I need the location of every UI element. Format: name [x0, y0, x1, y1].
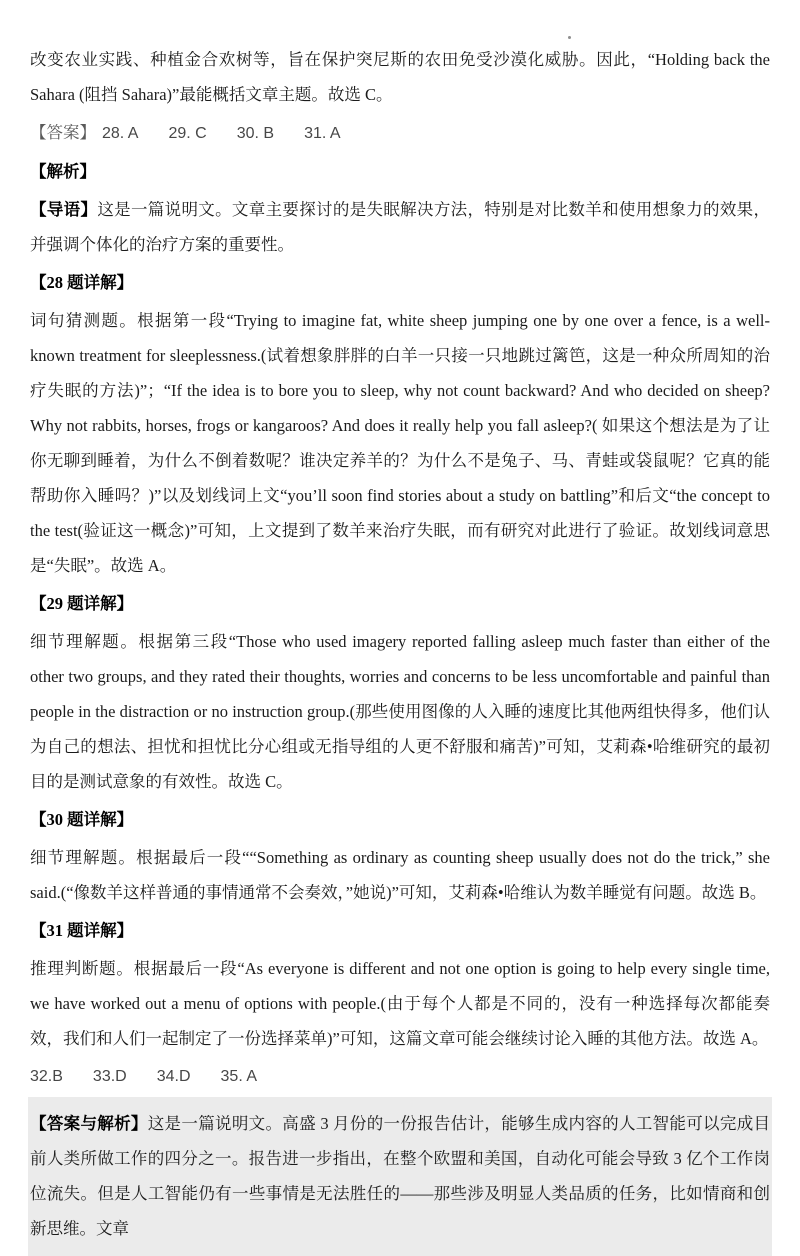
section-heading-analysis: 【解析】 [30, 162, 96, 181]
stray-mark-dot [568, 36, 571, 39]
paragraph-q31-explanation: 推理判断题。根据最后一段“As everyone is different and not one option is going to help every single time, we have worked out a menu of options with people.(由于每个人都是不同的，没有一种选择每次都能奏效，我们和人们一起制定了一份选择菜单)”可知，这篇文章可能会继续讨论入睡的其他方法。故选 A。 [30, 959, 770, 1048]
paragraph-sahara-conclusion: 改变农业实践、种植金合欢树等，旨在保护突尼斯的农田免受沙漠化威胁。因此，“Holding back the Sahara (阻挡 Sahara)”最能概括文章主题。故选 C。 [30, 50, 770, 104]
paragraph-highlight [30, 1106, 770, 1246]
answer-key-line-32-35 [30, 1059, 770, 1094]
answer-item-35: 35. A [220, 1068, 257, 1085]
overview-text: 这是一篇说明文。文章主要探讨的是失眠解决方法，特别是对比数羊和使用想象力的效果，并强调个体化的治疗方案的重要性。 [30, 200, 771, 254]
answer-item-32: 32.B [30, 1068, 63, 1085]
paragraph-q30-explanation: 细节理解题。根据最后一段““Something as ordinary as counting sheep usually does not do the trick,” she said.(“像数羊这样普通的事情通常不会奏效，”她说)”可知，艾莉森•哈维认为数羊睡觉有问题。故选 B。 [30, 848, 770, 902]
paragraph-q28-explanation: 词句猜测题。根据第一段“Trying to imagine fat, white sheep jumping one by one over a fence, is a well- known treatment for sleeplessness.(试着想象胖胖的白羊一只接一只地跳过篱笆，这是一种众所周知的治疗失眠的方法)”；“If the idea is to bore you to sleep, why not count backward? And who decided on sheep? Why not rabbits, horses, frogs or kangaroos? And does it really help you fall asleep?( 如果这个想法是为了让你无聊到睡着，为什么不倒着数呢？谁决定养羊的？为什么不是兔子、马、青蛙或袋鼠呢？它真的能帮助你入睡吗？)”以及划线词上文“you’ll soon find stories about a study on battling”和后文“the concept to the test(验证这一概念)”可知，上文提到了数羊来治疗失眠，而有研究对此进行了验证。故划线词意思是“失眠”。故选 A。 [30, 311, 770, 575]
paragraph-q29-explanation: 细节理解题。根据第三段“Those who used imagery reported falling asleep much faster than either of the other two groups, and they rated their thoughts, worries and concerns to be less uncomfortable and painful than people in the distraction or no instruction group.(那些使用图像的人入睡的速度比其他两组快得多，他们认为自己的想法、担忧和担忧比分心组或无指导组的人更不舒服和痛苦)”可知，艾莉森•哈维研究的最初目的是测试意象的有效性。故选 C。 [30, 632, 770, 791]
highlighted-answer-analysis-block [28, 1097, 772, 1256]
answer-key-line-28-31 [30, 115, 770, 151]
highlight-label: 【答案与解析】 [30, 1114, 148, 1133]
overview-label: 【导语】 [30, 200, 98, 219]
section-heading-q31: 【31 题详解】 [30, 921, 134, 940]
section-heading-q29: 【29 题详解】 [30, 594, 134, 613]
section-heading-q30: 【30 题详解】 [30, 810, 134, 829]
answer-key-label: 【答案】 [30, 123, 96, 142]
answer-item-28: 28. A [102, 125, 139, 142]
answer-item-30: 30. B [236, 125, 275, 142]
answer-item-29: 29. C [168, 125, 207, 142]
section-heading-q28: 【28 题详解】 [30, 273, 134, 292]
paragraph-overview [30, 192, 770, 262]
answer-item-33: 33.D [92, 1068, 127, 1085]
answer-item-34: 34.D [156, 1068, 191, 1085]
highlight-text: 这是一篇说明文。高盛 3 月份的一份报告估计，能够生成内容的人工智能可以完成目前人类所做工作的四分之一。报告进一步指出，在整个欧盟和美国，自动化可能会导致 3 亿个工作岗位流失。但是人工智能仍有一些事情是无法胜任的——那些涉及明显人类品质的任务，比如情商和创新思维。文章 [30, 1114, 771, 1238]
answer-item-31: 31. A [304, 125, 341, 142]
